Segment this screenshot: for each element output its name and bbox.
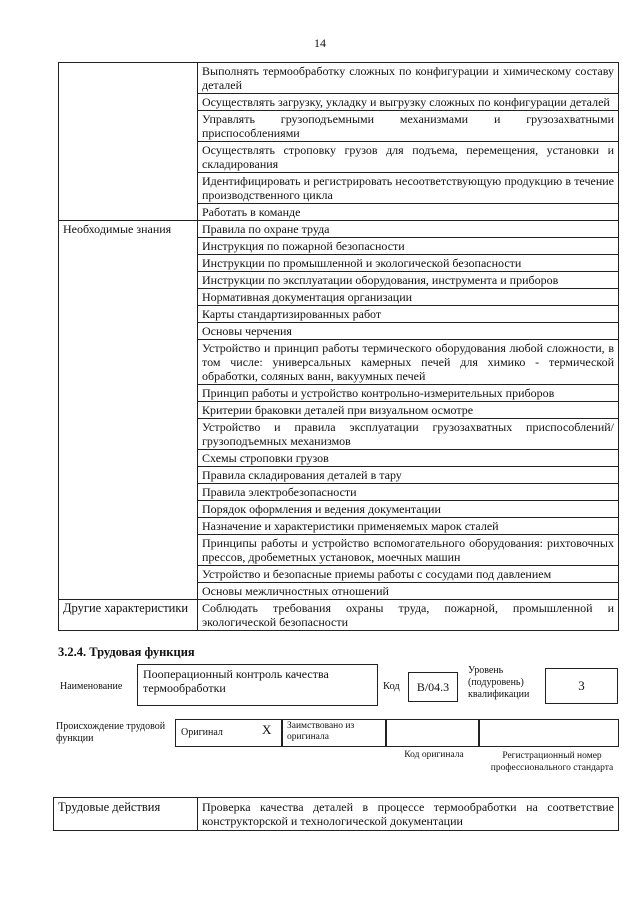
name-label: Наименование — [60, 681, 123, 692]
skill-row: Управлять грузоподъемными механизмами и грузозахватными приспособлениями — [198, 111, 619, 142]
code-original-cell — [386, 719, 479, 747]
table-row — [59, 142, 619, 173]
knowledge-row: Назначение и характеристики применяемых марок сталей — [198, 518, 619, 535]
table-row — [59, 419, 619, 450]
table-row — [59, 173, 619, 204]
knowledge-row: Инструкция по пожарной безопасности — [198, 238, 619, 255]
knowledge-row: Критерии браковки деталей при визуальном осмотре — [198, 402, 619, 419]
level-label: Уровень (подуровень) квалификации — [468, 665, 530, 700]
table-row — [59, 306, 619, 323]
skill-row: Идентифицировать и регистрировать несоответствующую продукцию в течение производственного цикла — [198, 173, 619, 204]
table-row — [59, 566, 619, 583]
knowledge-row: Принципы работы и устройство вспомогательного оборудования: рихтовочных прессов, дробеметных установок, моечных машин — [198, 535, 619, 566]
knowledge-row: Инструкции по эксплуатации оборудования, инструмента и приборов — [198, 272, 619, 289]
code-original-label: Код оригинала — [404, 750, 464, 760]
code-value: B/04.3 — [408, 672, 458, 702]
actions-table — [53, 797, 619, 831]
section-heading: 3.2.4. Трудовая функция — [58, 645, 195, 659]
reg-number-cell — [479, 719, 619, 747]
level-value: 3 — [545, 668, 618, 704]
knowledge-row: Схемы строповки грузов — [198, 450, 619, 467]
table-row — [59, 204, 619, 221]
table-row — [59, 402, 619, 419]
table-row — [59, 450, 619, 467]
table-row — [59, 600, 619, 631]
table-row — [59, 340, 619, 385]
knowledge-row: Порядок оформления и ведения документации — [198, 501, 619, 518]
origin-label: Происхождение трудовой функции — [56, 721, 166, 744]
actions-label: Трудовые действия — [54, 798, 198, 831]
actions-text: Проверка качества деталей в процессе термообработки на соответствие конструкторской и технологической документации — [198, 798, 619, 831]
skill-row: Выполнять термообработку сложных по конфигурации и химическому составу деталей — [198, 63, 619, 94]
table-row — [59, 385, 619, 402]
knowledge-row: Нормативная документация организации — [198, 289, 619, 306]
knowledge-row: Карты стандартизированных работ — [198, 306, 619, 323]
skill-row: Работать в команде — [198, 204, 619, 221]
knowledge-row: Правила электробезопасности — [198, 484, 619, 501]
reg-number-label: Регистрационный номер профессионального стандарта — [490, 751, 614, 773]
knowledge-label: Необходимые знания — [59, 221, 198, 238]
knowledge-row: Основы черчения — [198, 323, 619, 340]
knowledge-row: Устройство и правила эксплуатации грузозахватных приспособлений/грузоподъемных механизмов — [198, 419, 619, 450]
table-row — [59, 255, 619, 272]
table-row — [59, 111, 619, 142]
table-row — [59, 484, 619, 501]
borrowed-label: Заимствовано из оригинала — [287, 721, 355, 742]
knowledge-row: Устройство и безопасные приемы работы с сосудами под давлением — [198, 566, 619, 583]
name-value: Пооперационный контроль качества термообработки — [137, 664, 378, 706]
knowledge-row: Устройство и принцип работы термического оборудования любой сложности, в том числе: универсальных камерных печей для химико - термической обработки, соляных ванн, вакуумных печей — [198, 340, 619, 385]
table-row — [59, 501, 619, 518]
knowledge-row: Инструкции по промышленной и экологической безопасности — [198, 255, 619, 272]
table-row — [59, 323, 619, 340]
table-row — [59, 583, 619, 600]
table-row — [59, 63, 619, 94]
knowledge-row: Основы межличностных отношений — [198, 583, 619, 600]
table-row — [59, 289, 619, 306]
table-row — [59, 272, 619, 289]
table-row — [59, 535, 619, 566]
code-label: Код — [383, 681, 400, 692]
table-row — [59, 94, 619, 111]
table-row — [59, 518, 619, 535]
table-row — [59, 467, 619, 484]
knowledge-row: Правила складирования деталей в тару — [198, 467, 619, 484]
table-row — [54, 798, 619, 831]
knowledge-row: Принцип работы и устройство контрольно-измерительных приборов — [198, 385, 619, 402]
other-label: Другие характеристики — [59, 600, 198, 631]
table-row — [59, 221, 619, 238]
skills-knowledge-table — [58, 62, 619, 631]
skill-row: Осуществлять загрузку, укладку и выгрузку сложных по конфигурации деталей — [198, 94, 619, 111]
original-label: Оригинал — [181, 727, 223, 738]
table-row — [59, 238, 619, 255]
original-mark: X — [262, 722, 272, 737]
page-number: 14 — [314, 36, 326, 50]
skill-row: Осуществлять строповку грузов для подъема, перемещения, установки и складирования — [198, 142, 619, 173]
knowledge-row: Правила по охране труда — [198, 221, 619, 238]
other-text: Соблюдать требования охраны труда, пожарной, промышленной и экологической безопасности — [198, 600, 619, 631]
